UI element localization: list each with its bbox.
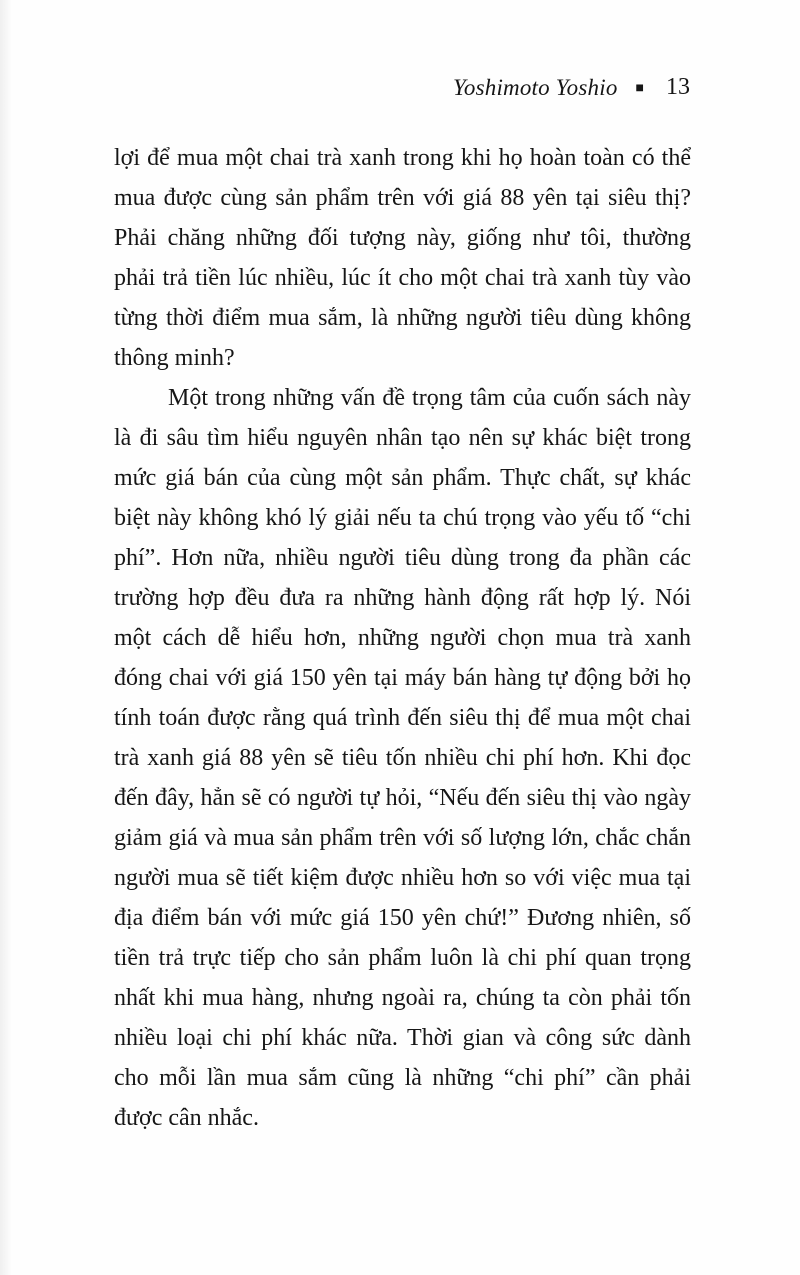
running-head-author: Yoshimoto Yoshio (453, 74, 618, 100)
page-number: 13 (666, 74, 690, 100)
paragraph: Một trong những vấn đề trọng tâm của cuốn sách này là đi sâu tìm hiểu nguyên nhân tạo nên sự khác biệt trong mức giá bán của cùng một sản phẩm. Thực chất, sự khác biệt này không khó lý giải nếu ta chú trọng vào yếu tố “chi phí”. Hơn nữa, nhiều người tiêu dùng trong đa phần các trường hợp đều đưa ra những hành động rất hợp lý. Nói một cách dễ hiểu hơn, những người chọn mua trà xanh đóng chai với giá 150 yên tại máy bán hàng tự động bởi họ tính toán được rằng quá trình đến siêu thị để mua một chai trà xanh giá 88 yên sẽ tiêu tốn nhiều chi phí hơn. Khi đọc đến đây, hẳn sẽ có người tự hỏi, “Nếu đến siêu thị vào ngày giảm giá và mua sản phẩm trên với số lượng lớn, chắc chắn người mua sẽ tiết kiệm được nhiều hơn so với việc mua tại địa điểm bán với mức giá 150 yên chứ!” Đương nhiên, số tiền trả trực tiếp cho sản phẩm luôn là chi phí quan trọng nhất khi mua hàng, nhưng ngoài ra, chúng ta còn phải tốn nhiều loại chi phí khác nữa. Thời gian và công sức dành cho mỗi lần mua sắm cũng là những “chi phí” cần phải được cân nhắc. (114, 385, 691, 1131)
paragraph-continued: lợi để mua một chai trà xanh trong khi họ hoàn toàn có thể mua được cùng sản phẩm trên với giá 88 yên tại siêu thị? Phải chăng những đối tượng này, giống như tôi, thường phải trả tiền lúc nhiều, lúc ít cho một chai trà xanh tùy vào từng thời điểm mua sắm, là những người tiêu dùng không thông minh? (114, 145, 691, 371)
square-bullet-icon: ■ (635, 80, 644, 96)
running-header (453, 74, 690, 101)
scan-gutter-shadow (0, 0, 12, 1275)
body-text-block (114, 138, 691, 1138)
